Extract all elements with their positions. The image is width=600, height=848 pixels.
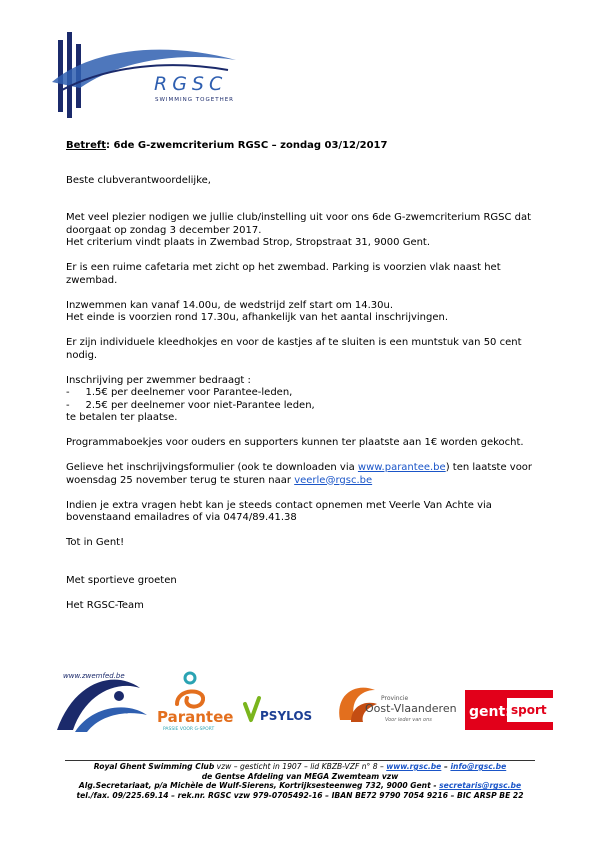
footer-line-2: de Gentse Afdeling van MEGA Zwemteam vzw [201,771,399,781]
paragraph-7-pre: Gelieve het inschrijvingsformulier (ook te downloaden via [66,462,358,473]
zwemfed-text: www.zwemfed.be [63,672,125,680]
paragraph-3-line-1: Inzwemmen kan vanaf 14.00u, de wedstrijd zelf start om 14.30u. [66,299,394,311]
footer-divider [65,760,535,761]
footer-club-info: vzw – gesticht in 1907 – lid KBZB-VZF n° 8 – [214,762,387,771]
provincie-top-text: Provincie [381,695,409,702]
paragraph-5-bullet-2: - 2.5€ per deelnemer voor niet-Parantee leden, [66,399,315,411]
paragraph-8-line-2: bovenstaand emailadres of via 0474/89.41.38 [66,512,297,523]
paragraph-5-line-1: Inschrijving per zwemmer bedraagt : [66,374,251,386]
paragraph-7-line-2 [66,475,566,488]
subject-line [66,140,566,153]
rgsc-logo-tagline: SWIMMING TOGETHER [155,97,235,103]
footer-secretariat: Alg.Secretariaat, p/a Michèle de Wulf-Sierens, Kortrijksesteenweg 732, 9000 Gent - [78,781,440,791]
sport-text: sport [511,703,547,717]
paragraph-7-post: ) ten laatste voor [445,462,533,473]
footer [20,762,580,800]
rgsc-logo-text: RGSC [154,73,228,95]
parantee-subtext: PASSIE VOOR G-SPORT [163,727,215,732]
letter-body [66,140,566,612]
parantee-logo [157,673,233,732]
salutation: Beste clubverantwoordelijke, [66,174,211,186]
footer-secretariat-email-link[interactable]: secretaris@rgsc.be [439,781,522,791]
veerle-email-link[interactable]: veerle@rgsc.be [294,474,373,486]
parantee-link[interactable]: www.parantee.be [357,462,446,473]
closing: Met sportieve groeten [66,574,177,586]
paragraph-8-line-1: Indien je extra vragen hebt kan je steeds contact opnemen met Veerle Van Achte via [66,499,492,511]
paragraph-4-line-1: Er zijn individuele kleedhokjes en voor de kastjes af te sluiten is een muntstuk van 50 cent [66,337,522,348]
paragraph-1-line-2: doorgaat op zondag 3 december 2017. [66,224,262,236]
rgsc-logo [50,30,240,122]
psylos-text: PSYLOS [260,709,313,723]
zwemfed-logo [57,672,147,732]
footer-line-3 [20,781,580,791]
paragraph-1-line-1: Met veel plezier nodigen we jullie club/instelling uit voor ons 6de G-zwemcriterium RGSC dat [66,212,532,223]
footer-line-4: tel./fax. 09/225.69.14 – rek.nr. RGSC vzw 979-0705492-16 – IBAN BE72 9790 7054 9216 – BIC ARSP BE 22 [76,790,524,800]
paragraph-6: Programmaboekjes voor ouders en supporters kunnen ter plaatste aan 1€ worden gekocht. [66,437,524,448]
footer-website-link[interactable]: www.rgsc.be [386,762,442,771]
signature: Het RGSC-Team [66,599,144,611]
provincie-text: Oost-Vlaanderen [365,702,457,715]
paragraph-2-line-1: Er is een ruime cafetaria met zicht op het zwembad. Parking is voorzien vlak naast het [66,262,501,273]
footer-club-name: Royal Ghent Swimming Club [93,762,215,771]
gent-sport-logo [465,690,553,730]
paragraph-5-bullet-1: - 1.5€ per deelnemer voor Parantee-leden, [66,387,293,398]
parantee-text: Parantee [157,708,234,726]
footer-separator: – [441,762,451,771]
psylos-logo [245,698,312,723]
provincie-subtext: Voor ieder van ons [385,717,432,723]
paragraph-7-line-1 [66,462,566,475]
sponsor-logos [55,660,555,740]
subject-text: : 6de G-zwemcriterium RGSC – zondag 03/12/2017 [106,140,388,151]
paragraph-1-line-3: Het criterium vindt plaats in Zwembad Strop, Stropstraat 31, 9000 Gent. [66,237,431,248]
footer-line-1 [20,762,580,772]
paragraph-2-line-2: zwembad. [66,274,118,286]
footer-email-link[interactable]: info@rgsc.be [450,762,507,771]
gent-text: gent: [469,704,511,720]
paragraph-9: Tot in Gent! [66,537,125,548]
paragraph-4-line-2: nodig. [66,349,98,361]
paragraph-5-line-2: te betalen ter plaatse. [66,412,178,423]
provincie-logo [339,688,456,723]
paragraph-7-line-2-pre: woensdag 25 november terug te sturen naar [66,474,295,486]
subject-label: Betreft [66,140,107,151]
paragraph-3-line-2: Het einde is voorzien rond 17.30u, afhankelijk van het aantal inschrijvingen. [66,312,449,323]
